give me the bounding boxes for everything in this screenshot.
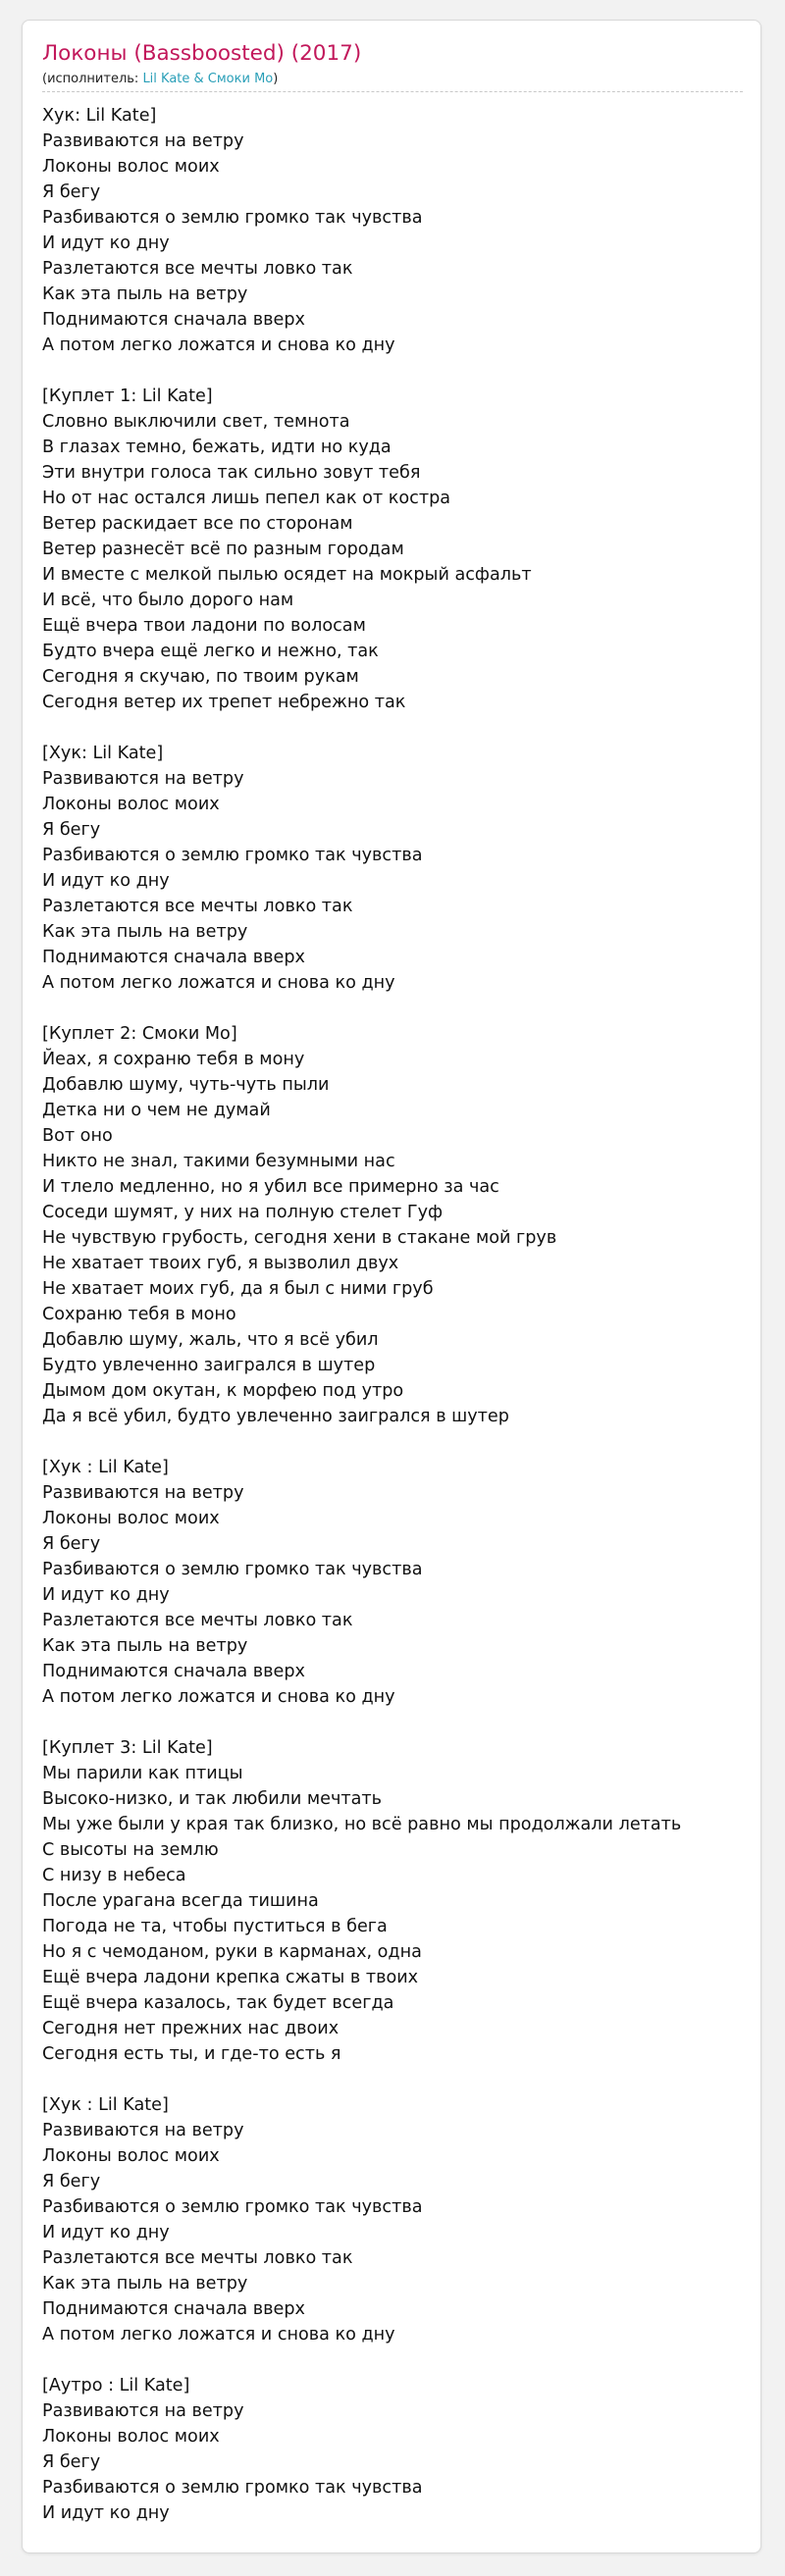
lyric-line: Ещё вчера твои ладони по волосам [42,616,366,636]
lyric-line: Я бегу [42,2172,101,2191]
lyric-line: Как эта пыль на ветру [42,2274,248,2293]
lyric-line: Эти внутри голоса так сильно зовут тебя [42,463,421,483]
lyric-line: Разлетаются все мечты ловко так [42,259,353,279]
lyric-line: И идут ко дну [42,1585,170,1605]
lyric-line: Соседи шумят, у них на полную стелет Гуф [42,1203,444,1222]
lyric-line: Никто не знал, такими безумными нас [42,1152,395,1171]
lyric-blank-line [42,715,743,741]
lyric-line: Сегодня нет прежних нас двоих [42,2019,340,2038]
lyric-line: Но я с чемоданом, руки в карманах, одна [42,1942,422,1962]
lyric-line: [Куплет 3: Lil Kate] [42,1738,213,1758]
lyric-line: Разлетаются все мечты ловко так [42,1611,353,1630]
lyric-line: Разбиваются о землю громко так чувства [42,846,423,865]
lyric-line: Разлетаются все мечты ловко так [42,2248,353,2268]
lyric-line: И идут ко дну [42,2503,170,2523]
lyric-line: Мы уже были у края так близко, но всё равно мы продолжали летать [42,1815,682,1834]
lyric-line: Высоко-низко, и так любили мечтать [42,1789,383,1809]
lyric-line: И идут ко дну [42,871,170,891]
lyric-line: Будто вчера ещё легко и нежно, так [42,642,379,661]
lyric-line: Но от нас остался лишь пепел как от костра [42,489,451,508]
lyric-line: И идут ко дну [42,2223,170,2242]
lyric-line: Как эта пыль на ветру [42,1636,248,1656]
lyric-line: Локоны волос моих [42,795,220,814]
lyric-line: Поднимаются сначала вверх [42,2299,305,2319]
lyric-line: Развиваются на ветру [42,131,244,151]
lyric-line: А потом легко ложатся и снова ко дну [42,1687,395,1707]
lyric-line: Локоны волос моих [42,2146,220,2166]
lyrics-body [42,103,743,2526]
lyric-line: Поднимаются сначала вверх [42,1662,305,1681]
lyric-line: В глазах темно, бежать, идти но куда [42,438,392,457]
lyric-line: Поднимаются сначала вверх [42,948,305,967]
lyric-line: Добавлю шуму, чуть-чуть пыли [42,1075,330,1095]
lyric-line: И идут ко дну [42,233,170,253]
artist-prefix: (исполнитель: [42,72,143,86]
lyric-blank-line [42,1429,743,1455]
lyric-line: После урагана всегда тишина [42,1891,319,1911]
lyric-line: И всё, что было дорого нам [42,591,294,610]
lyric-line: Я бегу [42,1534,101,1554]
lyric-line: [Хук : Lil Kate] [42,1458,169,1477]
lyric-line: Будто увлеченно заигрался в шутер [42,1356,376,1375]
lyric-blank-line [42,358,743,384]
header-divider [42,91,743,92]
lyric-line: Я бегу [42,182,101,202]
lyric-line: С низу в небеса [42,1866,186,1885]
lyric-line: Как эта пыль на ветру [42,922,248,942]
lyric-line: Вот оно [42,1126,113,1146]
lyric-line: Сегодня есть ты, и где-то есть я [42,2044,341,2064]
lyric-line: А потом легко ложатся и снова ко дну [42,2325,395,2344]
lyric-line: Ветер раскидает все по сторонам [42,514,353,534]
lyric-line: Развиваются на ветру [42,2121,244,2140]
artist-link[interactable]: Lil Kate & Смоки Мо [142,72,274,86]
lyric-line: Я бегу [42,820,101,840]
lyric-line: [Хук: Lil Kate] [42,744,164,763]
lyric-line: Как эта пыль на ветру [42,284,248,304]
lyric-line: Да я всё убил, будто увлеченно заигрался в шутер [42,1407,509,1426]
lyric-line: Ещё вчера казалось, так будет всегда [42,1993,394,2013]
artist-suffix: ) [273,72,279,86]
lyric-line: А потом легко ложатся и снова ко дну [42,335,395,355]
lyric-line: Разбиваются о землю громко так чувства [42,1560,423,1579]
lyric-line: Сегодня ветер их трепет небрежно так [42,693,406,712]
lyric-blank-line [42,996,743,1021]
lyric-line: Развиваются на ветру [42,1483,244,1503]
lyric-line: Хук: Lil Kate] [42,106,157,126]
artist-line [42,72,278,86]
lyric-line: Сохраню тебя в моно [42,1305,236,1324]
lyric-blank-line [42,2067,743,2092]
lyric-line: Мы парили как птицы [42,1764,243,1783]
lyric-line: Добавлю шуму, жаль, что я всё убил [42,1330,379,1350]
lyric-line: Разлетаются все мечты ловко так [42,897,353,916]
lyric-line: С высоты на землю [42,1840,219,1860]
lyric-line: Не хватает твоих губ, я вызволил двух [42,1254,399,1273]
lyric-line: Ветер разнесёт всё по разным городам [42,540,404,559]
lyric-line: Погода не та, чтобы пуститься в бега [42,1917,388,1936]
lyric-line: Сегодня я скучаю, по твоим рукам [42,667,359,687]
lyric-line: Развиваются на ветру [42,2401,244,2421]
lyric-line: Разбиваются о землю громко так чувства [42,2478,423,2498]
lyric-line: Поднимаются сначала вверх [42,310,305,330]
lyric-line: Не хватает моих губ, да я был с ними груб [42,1279,434,1299]
lyric-line: Йеах, я сохраню тебя в мону [42,1050,305,1069]
song-title: Локоны (Bassboosted) (2017) [42,41,362,66]
lyric-line: Дымом дом окутан, к морфею под утро [42,1381,404,1401]
lyric-line: Детка ни о чем не думай [42,1101,271,1120]
lyric-line: Не чувствую грубость, сегодня хени в стакане мой грув [42,1228,557,1248]
lyric-line: Развиваются на ветру [42,769,244,789]
lyric-line: Ещё вчера ладони крепка сжаты в твоих [42,1968,419,1987]
lyric-line: Словно выключили свет, темнота [42,412,350,432]
lyric-line: Локоны волос моих [42,2427,220,2447]
lyric-blank-line [42,1710,743,1735]
lyric-line: Разбиваются о землю громко так чувства [42,2197,423,2217]
lyric-blank-line [42,2347,743,2373]
lyric-line: Локоны волос моих [42,1509,220,1528]
lyric-line: Локоны волос моих [42,157,220,177]
lyrics-card [22,20,761,2553]
lyric-line: Разбиваются о землю громко так чувства [42,208,423,228]
lyric-line: И вместе с мелкой пылью осядет на мокрый асфальт [42,565,532,585]
lyric-line: [Куплет 1: Lil Kate] [42,386,213,406]
lyric-line: И тлело медленно, но я убил все примерно за час [42,1177,499,1197]
lyric-line: Я бегу [42,2452,101,2472]
lyric-line: [Куплет 2: Смоки Мо] [42,1024,237,1044]
lyric-line: [Аутро : Lil Kate] [42,2376,190,2396]
lyric-line: [Хук : Lil Kate] [42,2095,169,2115]
lyric-line: А потом легко ложатся и снова ко дну [42,973,395,993]
